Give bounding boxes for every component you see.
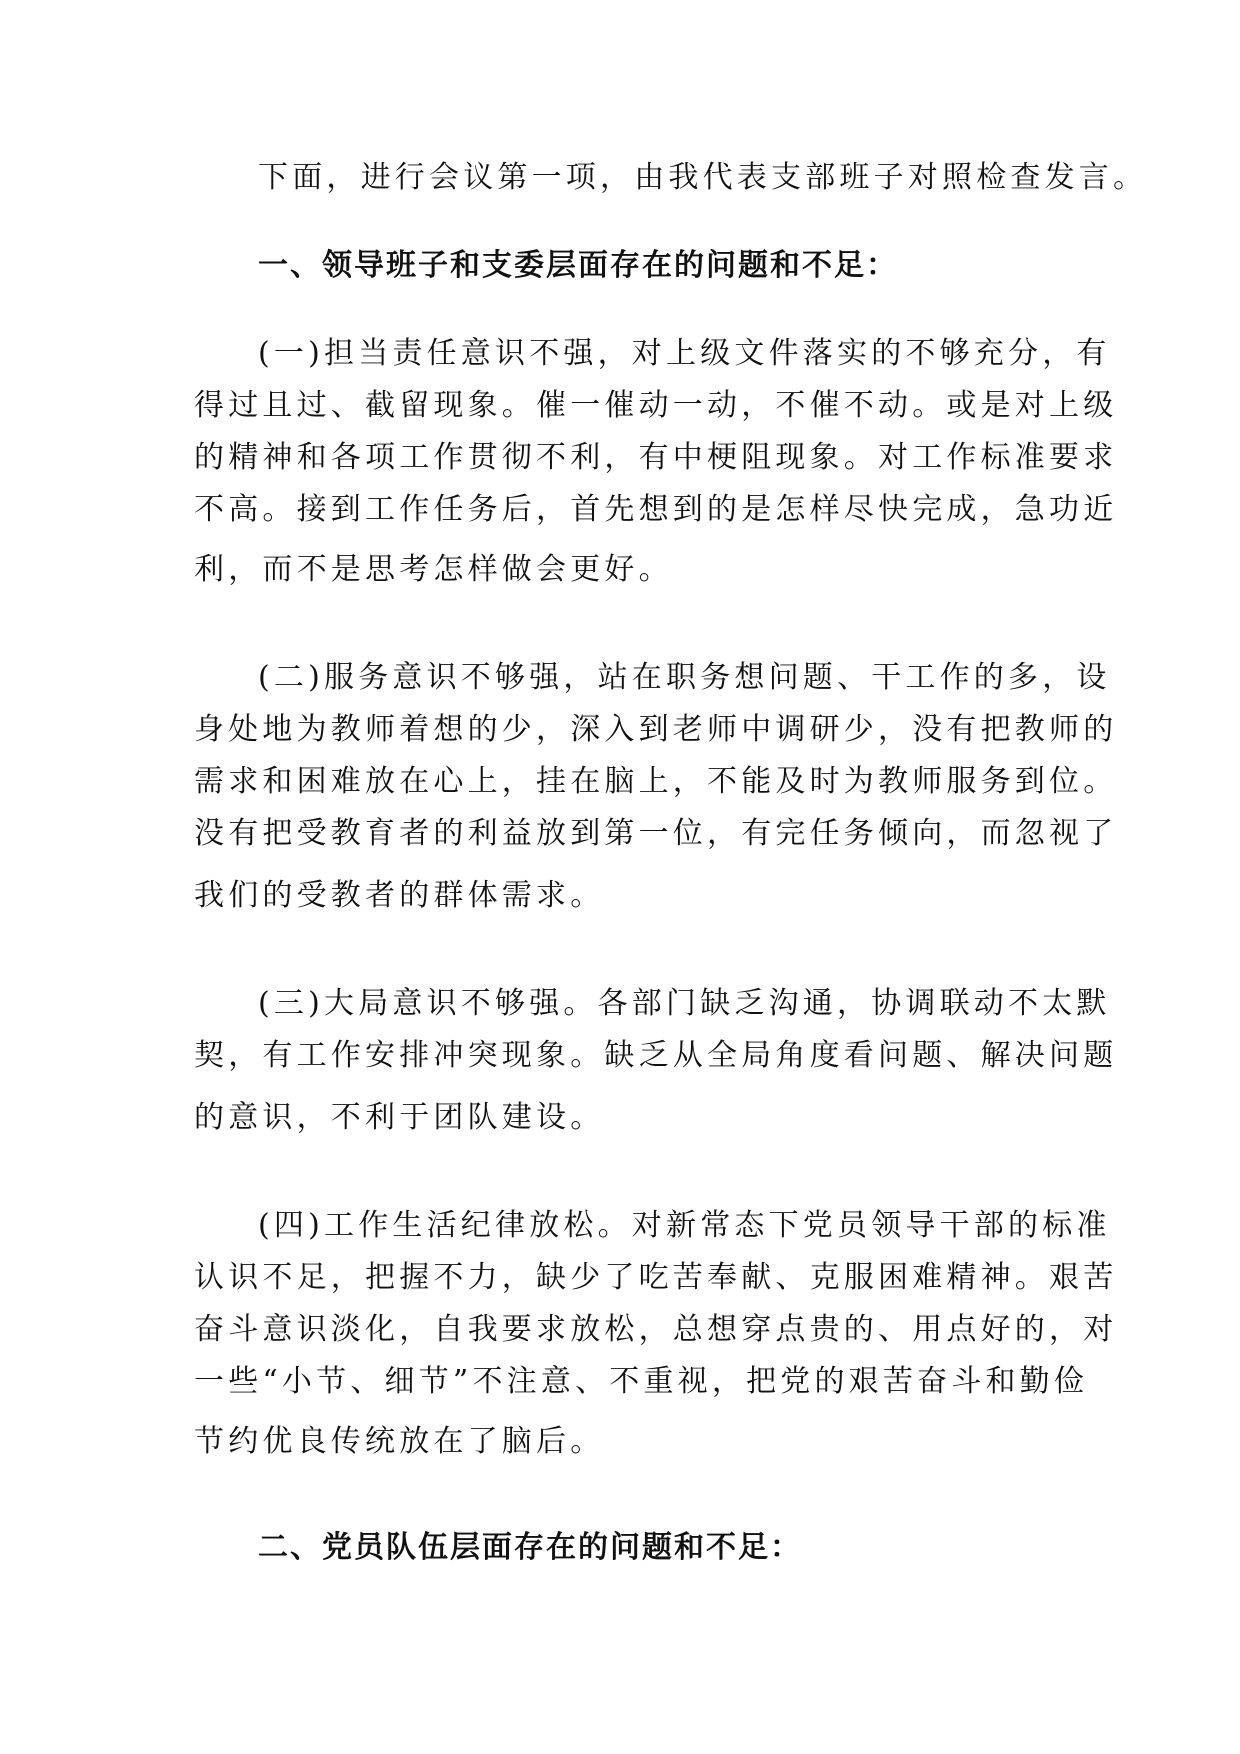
item-4-line-2: 认识不足，把握不力，缺少了吃苦奉献、克服困难精神。艰苦 [194, 1260, 1118, 1295]
item-2-line-2: 身处地为教师着想的少，深入到老师中调研少，没有把教师的 [194, 712, 1118, 747]
intro-paragraph: 下面，进行会议第一项，由我代表支部班子对照检查发言。 [258, 160, 1148, 195]
item-4-line-5: 节约优良传统放在了脑后。 [194, 1424, 605, 1459]
item-2-line-3: 需求和困难放在心上，挂在脑上，不能及时为教师服务到位。 [194, 764, 1118, 799]
item-1-line-5: 利，而不是思考怎样做会更好。 [194, 552, 673, 587]
item-4-line-4: 一些“小节、细节”不注意、不重视，把党的艰苦奋斗和勤俭 [194, 1364, 1089, 1399]
section-heading-1: 一、领导班子和支委层面存在的问题和不足： [258, 248, 898, 283]
item-1-line-4: 不高。接到工作任务后，首先想到的是怎样尽快完成，急功近 [194, 492, 1118, 527]
item-2-line-1: (二)服务意识不够强，站在职务想问题、干工作的多，设 [258, 660, 1111, 695]
item-3-line-3: 的意识，不利于团队建设。 [194, 1100, 605, 1135]
item-3-line-2: 契，有工作安排冲突现象。缺乏从全局角度看问题、解决问题 [194, 1038, 1118, 1073]
section-heading-2: 二、党员队伍层面存在的问题和不足： [258, 1530, 802, 1565]
item-1-line-3: 的精神和各项工作贯彻不利，有中梗阻现象。对工作标准要求 [194, 440, 1118, 475]
item-4-line-1: (四)工作生活纪律放松。对新常态下党员领导干部的标准 [258, 1208, 1111, 1243]
item-1-line-2: 得过且过、截留现象。催一催动一动，不催不动。或是对上级 [194, 388, 1118, 423]
item-3-line-1: (三)大局意识不够强。各部门缺乏沟通，协调联动不太默 [258, 986, 1111, 1021]
item-2-line-5: 我们的受教者的群体需求。 [194, 878, 605, 913]
item-4-line-3: 奋斗意识淡化，自我要求放松，总想穿点贵的、用点好的，对 [194, 1312, 1118, 1347]
item-1-line-1: (一)担当责任意识不强，对上级文件落实的不够充分，有 [258, 336, 1111, 371]
item-2-line-4: 没有把受教育者的利益放到第一位，有完任务倾向，而忽视了 [194, 816, 1118, 851]
